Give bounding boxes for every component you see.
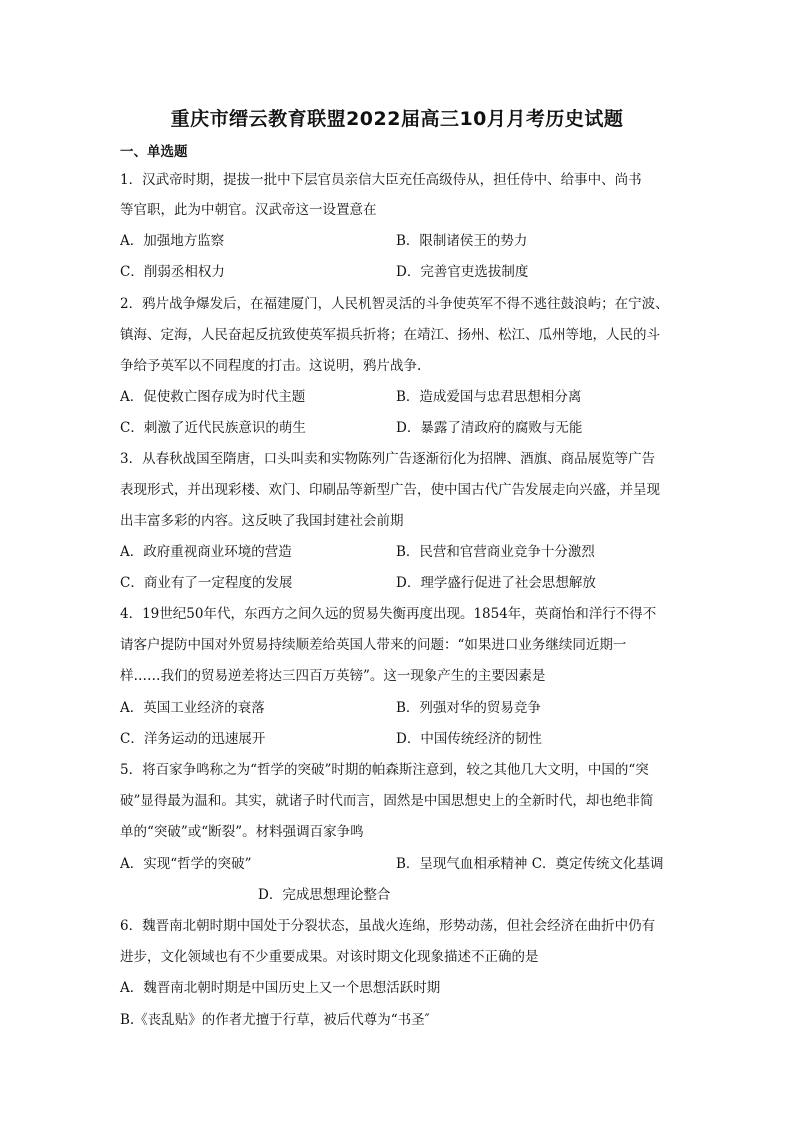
question-3-option-a: A．政府重视商业环境的营造	[120, 544, 292, 560]
question-6-option-a: A．魏晋南北朝时期是中国历史上又一个思想活跃时期	[120, 980, 441, 996]
question-1-option-a: A．加强地方监察	[120, 233, 225, 249]
question-3-option-d: D．理学盛行促进了社会思想解放	[396, 575, 596, 591]
question-4-line-3: 样……我们的贸易逆差将达三四百万英镑”。这一现象产生的主要因素是	[120, 668, 546, 684]
question-6-line-2: 进步，文化领域也有不少重要成果。对该时期文化现象描述不正确的是	[120, 949, 539, 965]
question-6-line-1: 6．魏晋南北朝时期中国处于分裂状态，虽战火连绵，形势动荡，但社会经济在曲折中仍有	[120, 918, 656, 934]
question-5-option-d: D．完成思想理论整合	[258, 887, 391, 903]
question-5-option-a: A．实现“哲学的突破”	[120, 856, 252, 872]
question-5-line-1: 5．将百家争鸣称之为“哲学的突破”时期的帕森斯注意到，较之其他几大文明，中国的“突	[120, 762, 649, 778]
question-2-line-2: 镇海、定海，人民奋起反抗致使英军损兵折将；在靖江、扬州、松江、瓜州等地，人民的斗	[120, 327, 660, 343]
question-3-line-2: 表现形式，并出现彩楼、欢门、印刷品等新型广告，使中国古代广告发展走向兴盛，并呈现	[120, 482, 660, 498]
question-4-line-2: 请客户提防中国对外贸易持续顺差给英国人带来的问题：“如果进口业务继续同近期一	[120, 637, 627, 653]
question-3-option-b: B．民营和官营商业竞争十分激烈	[396, 544, 595, 560]
question-2-line-3: 争给予英军以不同程度的打击。这说明，鸦片战争.	[120, 358, 422, 374]
question-4-option-b: B．列强对华的贸易竞争	[396, 700, 541, 716]
question-1-option-d: D．完善官吏选拔制度	[396, 264, 529, 280]
question-6-option-b: B.《丧乱贴》的作者尤擅于行草，被后代尊为“书圣″	[120, 1012, 430, 1028]
question-2-option-d: D．暴露了清政府的腐败与无能	[396, 420, 583, 436]
page-title: 重庆市缙云教育联盟2022届高三10月月考历史试题	[170, 108, 624, 130]
question-4-option-a: A．英国工业经济的衰落	[120, 700, 265, 716]
question-2-option-b: B．造成爱国与忠君思想相分离	[396, 389, 582, 405]
question-5-line-3: 单的“突破”或“断裂”。材料强调百家争鸣	[120, 824, 364, 840]
question-2-option-c: C．刺激了近代民族意识的萌生	[120, 420, 306, 436]
question-5-line-2: 破”显得最为温和。其实，就诸子时代而言，固然是中国思想史上的全新时代，却也绝非简	[120, 793, 654, 809]
question-2-option-a: A．促使救亡图存成为时代主题	[120, 389, 306, 405]
question-3-line-1: 3．从春秋战国至隋唐，口头叫卖和实物陈列广告逐渐衍化为招牌、酒旗、商品展览等广告	[120, 451, 656, 467]
question-4-option-d: D．中国传统经济的韧性	[396, 731, 542, 747]
question-5-option-b-c: B．呈现气血相承精神 C．奠定传统文化基调	[396, 856, 664, 872]
section-heading: 一、单选题	[120, 144, 188, 160]
question-4-option-c: C．洋务运动的迅速展开	[120, 731, 266, 747]
question-4-line-1: 4．19世纪50年代，东西方之间久远的贸易失衡再度出现。1854年，英商怡和洋行不得不	[120, 606, 657, 622]
question-1-line-2: 等官职，此为中朝官。汉武帝这一设置意在	[120, 202, 377, 218]
question-3-line-3: 出丰富多彩的内容。这反映了我国封建社会前期	[120, 513, 404, 529]
question-2-line-1: 2．鸦片战争爆发后，在福建厦门，人民机智灵活的斗争使英军不得不逃往鼓浪屿；在宁波、	[120, 296, 669, 312]
question-3-option-c: C．商业有了一定程度的发展	[120, 575, 293, 591]
question-1-line-1: 1．汉武帝时期，提拔一批中下层官员亲信大臣充任高级侍从，担任侍中、给事中、尚书	[120, 172, 642, 188]
question-1-option-b: B．限制诸侯王的势力	[396, 233, 528, 249]
question-1-option-c: C．削弱丞相权力	[120, 264, 225, 280]
